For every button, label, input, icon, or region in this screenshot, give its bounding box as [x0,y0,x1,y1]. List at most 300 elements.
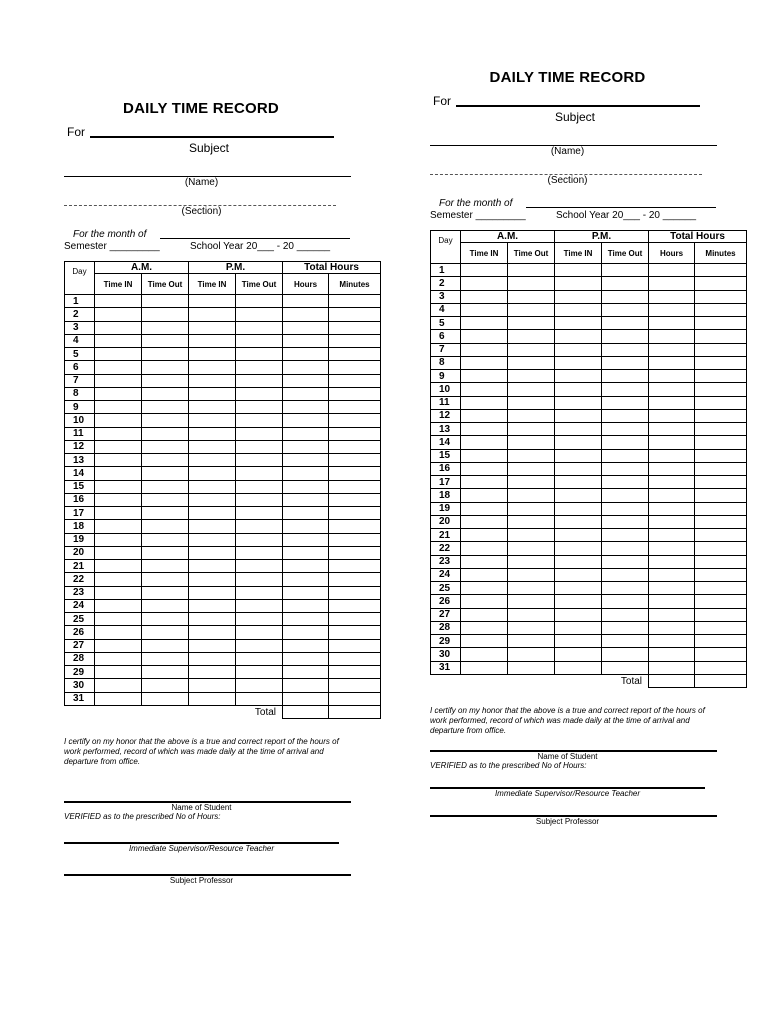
hours-cell[interactable] [649,383,695,396]
minutes-cell[interactable] [329,679,381,692]
pm-time-in-cell[interactable] [555,529,602,542]
am-time-in-cell[interactable] [95,599,142,612]
hours-cell[interactable] [649,449,695,462]
am-time-out-cell[interactable] [508,608,555,621]
pm-time-out-cell[interactable] [602,330,649,343]
am-time-in-cell[interactable] [461,515,508,528]
pm-time-out-cell[interactable] [236,613,283,626]
am-time-in-cell[interactable] [461,303,508,316]
total-minutes-cell[interactable] [329,705,381,718]
hours-cell[interactable] [649,489,695,502]
minutes-cell[interactable] [329,493,381,506]
minutes-cell[interactable] [695,621,747,634]
pm-time-out-cell[interactable] [602,542,649,555]
am-time-in-cell[interactable] [461,356,508,369]
pm-time-out-cell[interactable] [236,546,283,559]
am-time-in-cell[interactable] [95,348,142,361]
am-time-in-cell[interactable] [461,330,508,343]
pm-time-in-cell[interactable] [555,330,602,343]
minutes-cell[interactable] [695,489,747,502]
am-time-in-cell[interactable] [95,427,142,440]
pm-time-in-cell[interactable] [555,423,602,436]
minutes-cell[interactable] [329,454,381,467]
am-time-in-cell[interactable] [461,476,508,489]
pm-time-in-cell[interactable] [555,396,602,409]
minutes-cell[interactable] [695,568,747,581]
minutes-cell[interactable] [329,666,381,679]
pm-time-out-cell[interactable] [236,321,283,334]
am-time-in-cell[interactable] [461,529,508,542]
minutes-cell[interactable] [695,370,747,383]
minutes-cell[interactable] [695,317,747,330]
am-time-out-cell[interactable] [142,613,189,626]
hours-cell[interactable] [283,440,329,453]
am-time-in-cell[interactable] [95,666,142,679]
pm-time-out-cell[interactable] [236,454,283,467]
am-time-in-cell[interactable] [461,621,508,634]
hours-cell[interactable] [649,568,695,581]
pm-time-out-cell[interactable] [236,440,283,453]
pm-time-out-cell[interactable] [602,303,649,316]
minutes-cell[interactable] [329,440,381,453]
am-time-in-cell[interactable] [95,679,142,692]
hours-cell[interactable] [283,666,329,679]
pm-time-out-cell[interactable] [236,374,283,387]
hours-cell[interactable] [283,599,329,612]
minutes-cell[interactable] [695,502,747,515]
minutes-cell[interactable] [695,462,747,475]
pm-time-in-cell[interactable] [555,409,602,422]
pm-time-out-cell[interactable] [602,529,649,542]
pm-time-out-cell[interactable] [602,476,649,489]
am-time-out-cell[interactable] [142,586,189,599]
am-time-in-cell[interactable] [461,462,508,475]
am-time-out-cell[interactable] [142,361,189,374]
am-time-out-cell[interactable] [508,542,555,555]
am-time-in-cell[interactable] [95,533,142,546]
am-time-out-cell[interactable] [508,343,555,356]
pm-time-out-cell[interactable] [602,423,649,436]
hours-cell[interactable] [649,423,695,436]
pm-time-in-cell[interactable] [555,356,602,369]
pm-time-out-cell[interactable] [602,317,649,330]
am-time-out-cell[interactable] [508,290,555,303]
am-time-out-cell[interactable] [142,692,189,705]
pm-time-out-cell[interactable] [602,568,649,581]
hours-cell[interactable] [283,414,329,427]
minutes-cell[interactable] [329,295,381,308]
hours-cell[interactable] [649,529,695,542]
minutes-cell[interactable] [695,409,747,422]
minutes-cell[interactable] [329,334,381,347]
hours-cell[interactable] [649,608,695,621]
am-time-in-cell[interactable] [95,560,142,573]
pm-time-in-cell[interactable] [555,290,602,303]
minutes-cell[interactable] [695,582,747,595]
am-time-out-cell[interactable] [508,317,555,330]
pm-time-in-cell[interactable] [189,467,236,480]
pm-time-out-cell[interactable] [602,462,649,475]
pm-time-out-cell[interactable] [602,595,649,608]
pm-time-out-cell[interactable] [602,449,649,462]
pm-time-in-cell[interactable] [555,555,602,568]
minutes-cell[interactable] [329,586,381,599]
am-time-out-cell[interactable] [508,621,555,634]
pm-time-in-cell[interactable] [189,507,236,520]
am-time-out-cell[interactable] [142,295,189,308]
am-time-in-cell[interactable] [95,321,142,334]
minutes-cell[interactable] [695,343,747,356]
am-time-in-cell[interactable] [461,370,508,383]
pm-time-in-cell[interactable] [555,383,602,396]
am-time-in-cell[interactable] [95,493,142,506]
pm-time-in-cell[interactable] [189,533,236,546]
minutes-cell[interactable] [329,626,381,639]
am-time-out-cell[interactable] [142,454,189,467]
pm-time-out-cell[interactable] [602,515,649,528]
minutes-cell[interactable] [695,661,747,674]
hours-cell[interactable] [283,427,329,440]
minutes-cell[interactable] [695,555,747,568]
minutes-cell[interactable] [695,515,747,528]
pm-time-in-cell[interactable] [555,489,602,502]
pm-time-out-cell[interactable] [602,264,649,277]
pm-time-out-cell[interactable] [236,348,283,361]
pm-time-out-cell[interactable] [236,308,283,321]
am-time-out-cell[interactable] [508,515,555,528]
minutes-cell[interactable] [695,356,747,369]
am-time-out-cell[interactable] [142,374,189,387]
pm-time-in-cell[interactable] [555,449,602,462]
minutes-cell[interactable] [695,436,747,449]
am-time-out-cell[interactable] [142,533,189,546]
hours-cell[interactable] [649,330,695,343]
pm-time-in-cell[interactable] [189,666,236,679]
hours-cell[interactable] [283,295,329,308]
minutes-cell[interactable] [329,533,381,546]
hours-cell[interactable] [649,582,695,595]
hours-cell[interactable] [649,436,695,449]
pm-time-out-cell[interactable] [602,277,649,290]
am-time-in-cell[interactable] [461,595,508,608]
pm-time-in-cell[interactable] [189,401,236,414]
am-time-out-cell[interactable] [508,277,555,290]
am-time-in-cell[interactable] [461,436,508,449]
minutes-cell[interactable] [329,387,381,400]
am-time-out-cell[interactable] [508,476,555,489]
am-time-in-cell[interactable] [461,343,508,356]
am-time-out-cell[interactable] [142,467,189,480]
pm-time-in-cell[interactable] [189,493,236,506]
minutes-cell[interactable] [695,608,747,621]
hours-cell[interactable] [649,462,695,475]
pm-time-out-cell[interactable] [236,361,283,374]
am-time-in-cell[interactable] [95,387,142,400]
total-hours-cell[interactable] [283,705,329,718]
pm-time-out-cell[interactable] [236,480,283,493]
minutes-cell[interactable] [695,635,747,648]
am-time-out-cell[interactable] [142,652,189,665]
pm-time-in-cell[interactable] [189,361,236,374]
minutes-cell[interactable] [695,396,747,409]
pm-time-in-cell[interactable] [189,692,236,705]
minutes-cell[interactable] [329,560,381,573]
minutes-cell[interactable] [329,427,381,440]
hours-cell[interactable] [649,542,695,555]
pm-time-in-cell[interactable] [189,679,236,692]
am-time-in-cell[interactable] [95,295,142,308]
pm-time-out-cell[interactable] [236,639,283,652]
total-hours-cell[interactable] [649,674,695,687]
am-time-out-cell[interactable] [508,462,555,475]
minutes-cell[interactable] [329,348,381,361]
am-time-in-cell[interactable] [95,573,142,586]
minutes-cell[interactable] [329,507,381,520]
pm-time-out-cell[interactable] [602,409,649,422]
pm-time-out-cell[interactable] [602,396,649,409]
pm-time-in-cell[interactable] [555,476,602,489]
hours-cell[interactable] [283,507,329,520]
am-time-in-cell[interactable] [95,401,142,414]
am-time-out-cell[interactable] [142,507,189,520]
am-time-out-cell[interactable] [508,383,555,396]
pm-time-out-cell[interactable] [236,692,283,705]
pm-time-in-cell[interactable] [555,595,602,608]
hours-cell[interactable] [649,290,695,303]
am-time-in-cell[interactable] [461,449,508,462]
hours-cell[interactable] [283,321,329,334]
hours-cell[interactable] [283,480,329,493]
pm-time-in-cell[interactable] [555,582,602,595]
hours-cell[interactable] [649,476,695,489]
am-time-in-cell[interactable] [95,480,142,493]
am-time-in-cell[interactable] [461,568,508,581]
minutes-cell[interactable] [329,639,381,652]
minutes-cell[interactable] [695,529,747,542]
am-time-in-cell[interactable] [461,555,508,568]
pm-time-in-cell[interactable] [555,370,602,383]
am-time-out-cell[interactable] [508,370,555,383]
minutes-cell[interactable] [329,374,381,387]
hours-cell[interactable] [649,264,695,277]
pm-time-in-cell[interactable] [189,440,236,453]
pm-time-out-cell[interactable] [602,436,649,449]
pm-time-in-cell[interactable] [555,264,602,277]
am-time-out-cell[interactable] [508,568,555,581]
am-time-in-cell[interactable] [95,613,142,626]
pm-time-in-cell[interactable] [189,387,236,400]
am-time-out-cell[interactable] [508,409,555,422]
hours-cell[interactable] [283,586,329,599]
minutes-cell[interactable] [329,520,381,533]
pm-time-in-cell[interactable] [189,454,236,467]
pm-time-out-cell[interactable] [236,560,283,573]
pm-time-out-cell[interactable] [602,555,649,568]
pm-time-in-cell[interactable] [189,599,236,612]
am-time-out-cell[interactable] [142,308,189,321]
hours-cell[interactable] [283,493,329,506]
hours-cell[interactable] [283,454,329,467]
am-time-out-cell[interactable] [508,264,555,277]
hours-cell[interactable] [649,396,695,409]
pm-time-out-cell[interactable] [236,679,283,692]
pm-time-in-cell[interactable] [555,568,602,581]
hours-cell[interactable] [283,626,329,639]
am-time-in-cell[interactable] [95,546,142,559]
am-time-out-cell[interactable] [508,502,555,515]
am-time-out-cell[interactable] [508,661,555,674]
am-time-in-cell[interactable] [95,308,142,321]
am-time-in-cell[interactable] [461,409,508,422]
pm-time-out-cell[interactable] [602,635,649,648]
pm-time-in-cell[interactable] [189,573,236,586]
am-time-in-cell[interactable] [461,383,508,396]
minutes-cell[interactable] [329,692,381,705]
pm-time-out-cell[interactable] [236,387,283,400]
pm-time-out-cell[interactable] [236,427,283,440]
minutes-cell[interactable] [329,321,381,334]
hours-cell[interactable] [649,502,695,515]
pm-time-in-cell[interactable] [555,317,602,330]
hours-cell[interactable] [649,515,695,528]
pm-time-out-cell[interactable] [236,507,283,520]
pm-time-in-cell[interactable] [555,502,602,515]
am-time-in-cell[interactable] [95,520,142,533]
am-time-in-cell[interactable] [95,692,142,705]
am-time-out-cell[interactable] [142,573,189,586]
am-time-out-cell[interactable] [142,560,189,573]
pm-time-in-cell[interactable] [189,586,236,599]
pm-time-out-cell[interactable] [602,290,649,303]
am-time-in-cell[interactable] [461,608,508,621]
am-time-in-cell[interactable] [461,502,508,515]
hours-cell[interactable] [283,348,329,361]
pm-time-in-cell[interactable] [555,303,602,316]
am-time-out-cell[interactable] [508,648,555,661]
pm-time-in-cell[interactable] [555,661,602,674]
pm-time-in-cell[interactable] [189,626,236,639]
pm-time-in-cell[interactable] [189,321,236,334]
am-time-in-cell[interactable] [95,586,142,599]
hours-cell[interactable] [649,621,695,634]
hours-cell[interactable] [649,635,695,648]
pm-time-out-cell[interactable] [236,626,283,639]
am-time-in-cell[interactable] [461,661,508,674]
pm-time-in-cell[interactable] [189,348,236,361]
pm-time-out-cell[interactable] [236,599,283,612]
am-time-in-cell[interactable] [95,652,142,665]
hours-cell[interactable] [283,520,329,533]
am-time-in-cell[interactable] [95,414,142,427]
am-time-in-cell[interactable] [95,507,142,520]
hours-cell[interactable] [649,317,695,330]
pm-time-in-cell[interactable] [555,436,602,449]
am-time-out-cell[interactable] [142,414,189,427]
hours-cell[interactable] [283,308,329,321]
pm-time-out-cell[interactable] [236,401,283,414]
am-time-in-cell[interactable] [95,361,142,374]
pm-time-in-cell[interactable] [189,652,236,665]
minutes-cell[interactable] [695,303,747,316]
hours-cell[interactable] [283,533,329,546]
minutes-cell[interactable] [695,277,747,290]
am-time-out-cell[interactable] [142,321,189,334]
am-time-in-cell[interactable] [461,635,508,648]
pm-time-in-cell[interactable] [189,414,236,427]
am-time-out-cell[interactable] [142,493,189,506]
am-time-in-cell[interactable] [461,582,508,595]
hours-cell[interactable] [649,555,695,568]
pm-time-in-cell[interactable] [189,613,236,626]
am-time-out-cell[interactable] [142,639,189,652]
pm-time-out-cell[interactable] [602,370,649,383]
minutes-cell[interactable] [329,599,381,612]
pm-time-in-cell[interactable] [555,608,602,621]
hours-cell[interactable] [649,661,695,674]
minutes-cell[interactable] [695,330,747,343]
hours-cell[interactable] [283,401,329,414]
pm-time-in-cell[interactable] [555,648,602,661]
pm-time-in-cell[interactable] [555,343,602,356]
am-time-out-cell[interactable] [142,387,189,400]
am-time-out-cell[interactable] [508,449,555,462]
pm-time-out-cell[interactable] [602,343,649,356]
minutes-cell[interactable] [329,573,381,586]
am-time-out-cell[interactable] [142,599,189,612]
pm-time-out-cell[interactable] [602,608,649,621]
hours-cell[interactable] [283,639,329,652]
pm-time-in-cell[interactable] [189,480,236,493]
minutes-cell[interactable] [329,308,381,321]
pm-time-out-cell[interactable] [602,502,649,515]
am-time-out-cell[interactable] [142,480,189,493]
pm-time-in-cell[interactable] [189,546,236,559]
hours-cell[interactable] [283,560,329,573]
minutes-cell[interactable] [329,467,381,480]
minutes-cell[interactable] [695,423,747,436]
am-time-out-cell[interactable] [508,303,555,316]
minutes-cell[interactable] [695,383,747,396]
pm-time-out-cell[interactable] [236,467,283,480]
pm-time-out-cell[interactable] [602,582,649,595]
am-time-out-cell[interactable] [508,582,555,595]
pm-time-out-cell[interactable] [602,648,649,661]
minutes-cell[interactable] [329,613,381,626]
pm-time-out-cell[interactable] [236,295,283,308]
pm-time-in-cell[interactable] [189,334,236,347]
am-time-out-cell[interactable] [142,679,189,692]
minutes-cell[interactable] [695,290,747,303]
minutes-cell[interactable] [329,401,381,414]
pm-time-in-cell[interactable] [189,374,236,387]
am-time-out-cell[interactable] [508,489,555,502]
am-time-in-cell[interactable] [95,454,142,467]
am-time-out-cell[interactable] [142,626,189,639]
minutes-cell[interactable] [329,652,381,665]
hours-cell[interactable] [283,374,329,387]
am-time-out-cell[interactable] [508,423,555,436]
pm-time-in-cell[interactable] [189,308,236,321]
pm-time-out-cell[interactable] [602,661,649,674]
pm-time-in-cell[interactable] [555,542,602,555]
minutes-cell[interactable] [329,361,381,374]
hours-cell[interactable] [649,648,695,661]
minutes-cell[interactable] [329,480,381,493]
hours-cell[interactable] [283,361,329,374]
pm-time-out-cell[interactable] [236,334,283,347]
am-time-in-cell[interactable] [461,290,508,303]
pm-time-out-cell[interactable] [236,573,283,586]
